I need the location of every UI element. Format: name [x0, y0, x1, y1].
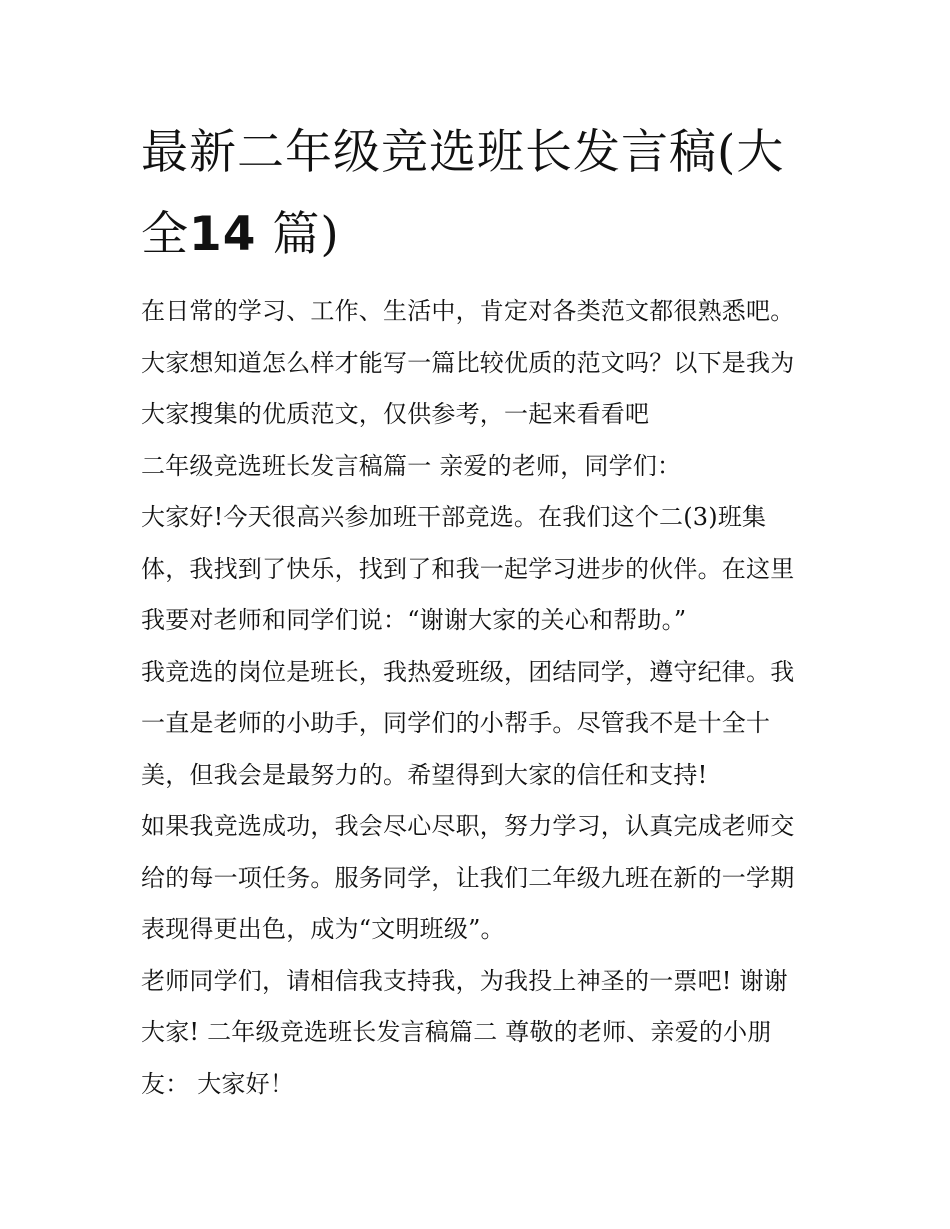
body-line: 二年级竞选班长发言稿篇一 亲爱的老师，同学们：: [141, 451, 682, 480]
document-page: [141, 112, 813, 1110]
body-line: 大家搜集的优质范文，仅供参考，一起来看看吧: [141, 400, 650, 428]
body-line: 在日常的学习、工作、生活中，肯定对各类范文都很熟悉吧。: [141, 297, 795, 325]
title-line-2-prefix: 全: [141, 207, 189, 262]
body-line: 体，我找到了快乐，找到了和我一起学习进步的伙伴。在这里: [141, 554, 795, 583]
body-line: 大家想知道怎么样才能写一篇比较优质的范文吗？以下是我为: [141, 348, 795, 377]
body-line: 大家好!今天很高兴参加班干部竞选。在我们这个二(3)班集: [141, 503, 767, 531]
body-line: 友： 大家好！: [141, 1069, 295, 1098]
body-line: 美，但我会是最努力的。希望得到大家的信任和支持!: [141, 760, 708, 789]
body-line: 如果我竞选成功，我会尽心尽职，努力学习，认真完成老师交: [141, 812, 795, 840]
title-article-count: 14: [189, 207, 257, 262]
document-body: [141, 286, 813, 1110]
title-line-1: 最新二年级竞选班长发言稿(大: [141, 125, 785, 180]
body-line: 大家! 二年级竞选班长发言稿篇二 尊敬的老师、亲爱的小朋: [141, 1018, 772, 1046]
body-line: 老师同学们，请相信我支持我，为我投上神圣的一票吧! 谢谢: [141, 966, 788, 995]
body-line: 我竞选的岗位是班长，我热爱班级，团结同学，遵守纪律。我: [141, 657, 795, 686]
body-line: 表现得更出色，成为“文明班级”。: [141, 915, 505, 943]
document-title: [141, 112, 813, 276]
body-line: 给的每一项任务。服务同学，让我们二年级九班在新的一学期: [141, 863, 795, 892]
title-line-2-suffix: 篇): [272, 207, 340, 262]
body-line: 我要对老师和同学们说：“谢谢大家的关心和帮助。”: [141, 606, 687, 634]
body-line: 一直是老师的小助手，同学们的小帮手。尽管我不是十全十: [141, 709, 771, 737]
